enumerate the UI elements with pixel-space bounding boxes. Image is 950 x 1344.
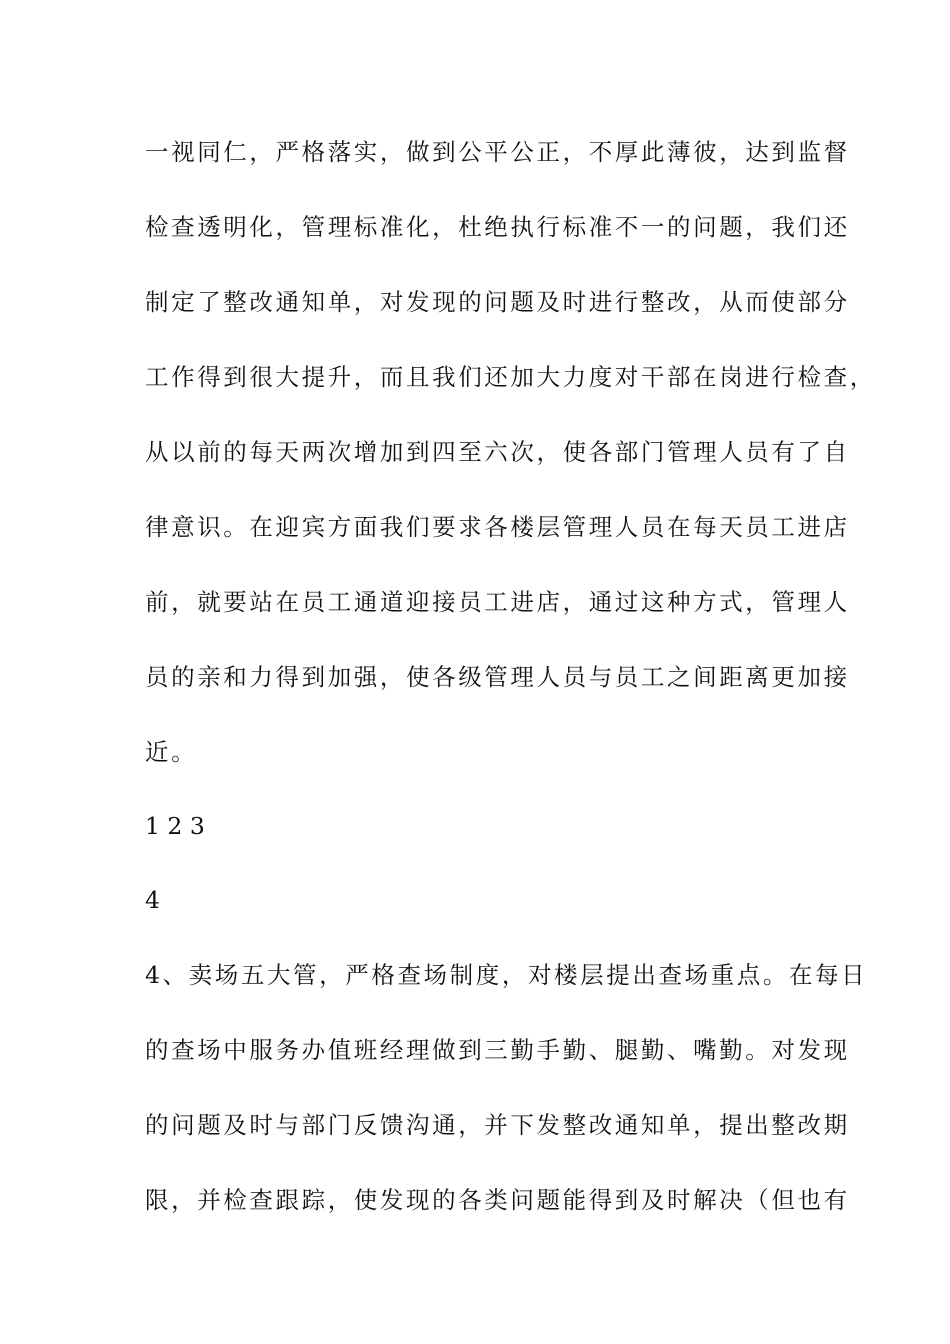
paragraph-line-2: 检查透明化，管理标准化，杜绝执行标准不一的问题，我们还: [145, 213, 850, 241]
paragraph-line-8: 员的亲和力得到加强，使各级管理人员与员工之间距离更加接: [145, 663, 850, 691]
paragraph-line-4: 工作得到很大提升，而且我们还加大力度对干部在岗进行检查，: [145, 363, 876, 391]
paragraph-line-5: 从以前的每天两次增加到四至六次，使各部门管理人员有了自: [145, 438, 850, 466]
page-number-row: 1 2 3: [145, 812, 205, 840]
paragraph-line-13: 限，并检查跟踪，使发现的各类问题能得到及时解决（但也有: [145, 1186, 850, 1214]
paragraph-line-11: 的查场中服务办值班经理做到三勤手勤、腿勤、嘴勤。对发现: [145, 1036, 850, 1064]
paragraph-line-3: 制定了整改通知单，对发现的问题及时进行整改，从而使部分: [145, 288, 850, 316]
paragraph-line-12: 的问题及时与部门反馈沟通，并下发整改通知单，提出整改期: [145, 1111, 850, 1139]
page-number-single: 4: [145, 886, 160, 914]
paragraph-line-6: 律意识。在迎宾方面我们要求各楼层管理人员在每天员工进店: [145, 513, 850, 541]
paragraph-line-7: 前，就要站在员工通道迎接员工进店，通过这种方式，管理人: [145, 588, 850, 616]
paragraph-line-9: 近。: [145, 738, 198, 766]
paragraph-line-1: 一视同仁，严格落实，做到公平公正，不厚此薄彼，达到监督: [145, 138, 850, 166]
paragraph-line-10: 4、卖场五大管，严格查场制度，对楼层提出查场重点。在每日: [145, 961, 868, 989]
